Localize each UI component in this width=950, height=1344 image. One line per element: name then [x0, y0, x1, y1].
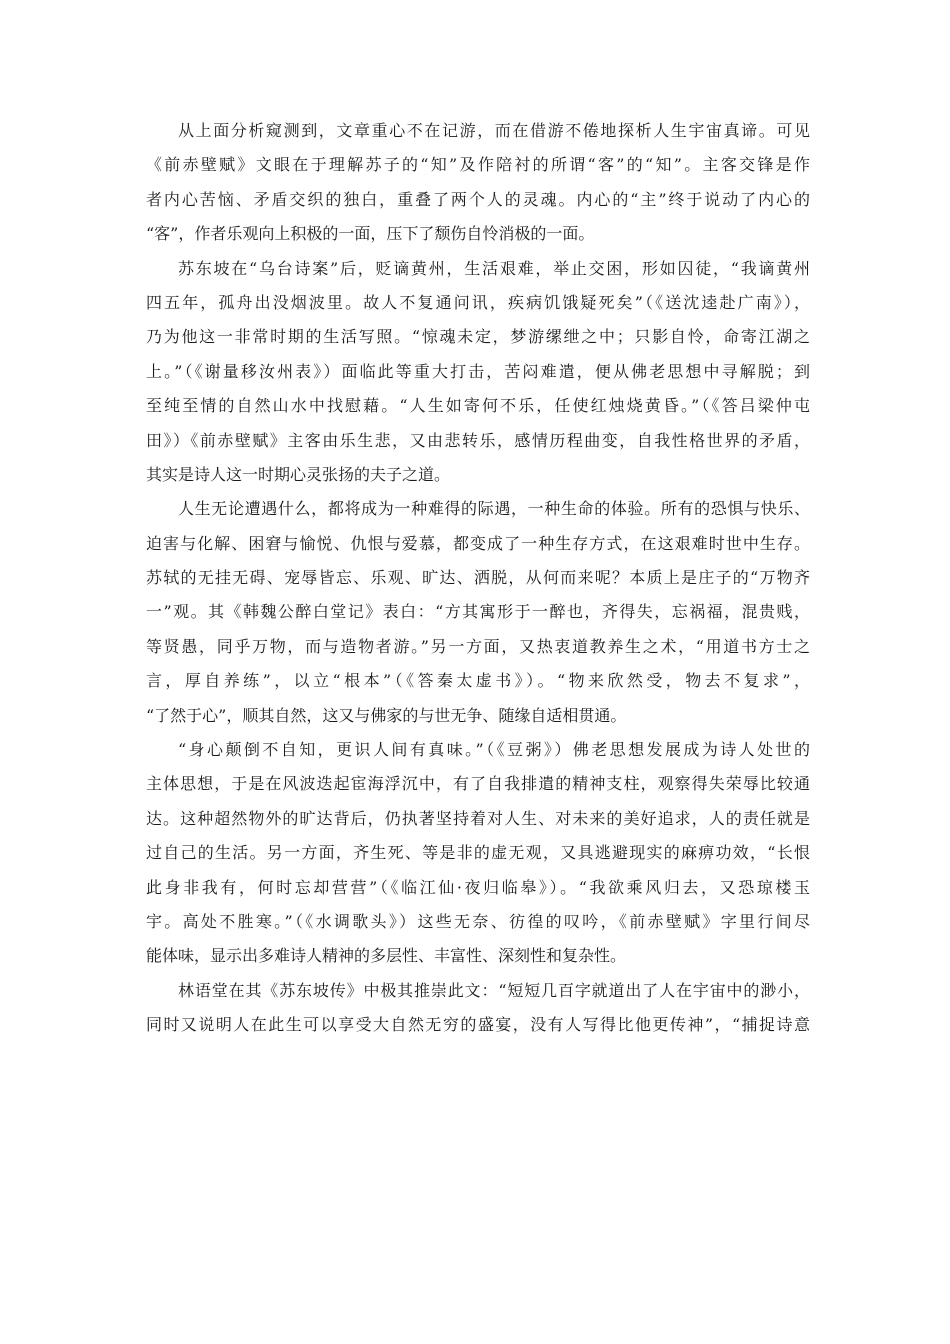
text-line: 此身非我有，何时忘却营营”（《临江仙·夜归临皋》）。“我欲乘风归去，又恐琼楼玉 [146, 877, 810, 897]
text-line: 至纯至情的自然山水中找慰藉。“人生如寄何不乐，任使红烛烧黄昏。”（《答吕梁仲屯 [146, 396, 810, 416]
text-line: 一”观。其《韩魏公醉白堂记》表白：“方其寓形于一醉也，齐得失，忘祸福，混贵贱， [146, 602, 810, 622]
text-line: 苏轼的无挂无碍、宠辱皆忘、乐观、旷达、洒脱，从何而来呢？本质上是庄子的“万物齐 [146, 568, 810, 588]
text-line: 从上面分析窥测到，文章重心不在记游，而在借游不倦地探析人生宇宙真谛。可见 [178, 121, 810, 140]
text-line: 迫害与化解、困窘与愉悦、仇恨与爱慕，都变成了一种生存方式，在这艰难时世中生存。 [146, 533, 810, 553]
paragraph-3 [146, 492, 810, 733]
text-line: 乃为他这一非常时期的生活写照。“惊魂未定，梦游缧绁之中；只影自怜，命寄江湖之 [146, 327, 810, 347]
text-line: “了然于心”，顺其自然，这又与佛家的与世无争、随缘自适相贯通。 [146, 705, 627, 725]
text-line: 其实是诗人这一时期心灵张扬的夫子之道。 [146, 464, 451, 484]
paragraph-5 [146, 974, 810, 1043]
text-line: 言，厚自养练”，以立“根本”（《答秦太虚书》）。“物来欣然受，物去不复求”， [146, 671, 810, 691]
text-line: 《前赤壁赋》文眼在于理解苏子的“知”及作陪衬的所谓“客”的“知”。主客交锋是作 [146, 155, 810, 175]
text-line: 上。”（《谢量移汝州表》）面临此等重大打击，苦闷难遣，便从佛老思想中寻解脱；到 [146, 361, 810, 381]
text-line: 四五年，孤舟出没烟波里。故人不复通问讯，疾病饥饿疑死矣”（《送沈逵赴广南》）， [146, 292, 810, 312]
text-line: 能体味，显示出多难诗人精神的多层性、丰富性、深刻性和复杂性。 [146, 946, 627, 966]
text-line: 达。这种超然物外的旷达背后，仍执著坚持着对人生、对未来的美好追求，人的责任就是 [146, 808, 810, 828]
text-line: 宇。高处不胜寒。”（《水调歌头》）这些无奈、彷徨的叹吟，《前赤壁赋》字里行间尽 [146, 911, 810, 931]
text-line: 田》）《前赤壁赋》主客由乐生悲，又由悲转乐，感情历程曲变，自我性格世界的矛盾， [146, 430, 810, 450]
text-line: “客”，作者乐观向上积极的一面，压下了颓伤自怜消极的一面。 [146, 224, 595, 244]
text-line: 过自己的生活。另一方面，齐生死、等是非的虚无观，又具逃避现实的麻痹功效，“长恨 [146, 843, 810, 863]
text-line: 同时又说明人在此生可以享受大自然无穷的盛宴，没有人写得比他更传神”，“捕捉诗意 [146, 1015, 810, 1035]
text-line: 林语堂在其《苏东坡传》中极其推崇此文：“短短几百字就道出了人在宇宙中的渺小， [178, 980, 810, 1000]
text-line: “身心颠倒不自知，更识人间有真味。”（《豆粥》）佛老思想发展成为诗人处世的 [178, 740, 810, 760]
paragraph-1 [146, 114, 810, 252]
text-line: 主体思想，于是在风波迭起宦海浮沉中，有了自我排遣的精神支柱，观察得失荣辱比较通 [146, 774, 810, 794]
text-line: 等贤愚，同乎万物，而与造物者游。”另一方面，又热衷道教养生之术，“用道书方士之 [146, 636, 810, 656]
document-body [146, 114, 810, 1043]
paragraph-2 [146, 252, 810, 493]
paragraph-4 [146, 733, 810, 974]
text-line: 人生无论遭遇什么，都将成为一种难得的际遇，一种生命的体验。所有的恐惧与快乐、 [178, 499, 810, 519]
text-line: 苏东坡在“乌台诗案”后，贬谪黄州，生活艰难，举止交困，形如囚徒，“我谪黄州 [178, 258, 810, 278]
text-line: 者内心苦恼、矛盾交织的独白，重叠了两个人的灵魂。内心的“主”终于说动了内心的 [146, 189, 810, 209]
